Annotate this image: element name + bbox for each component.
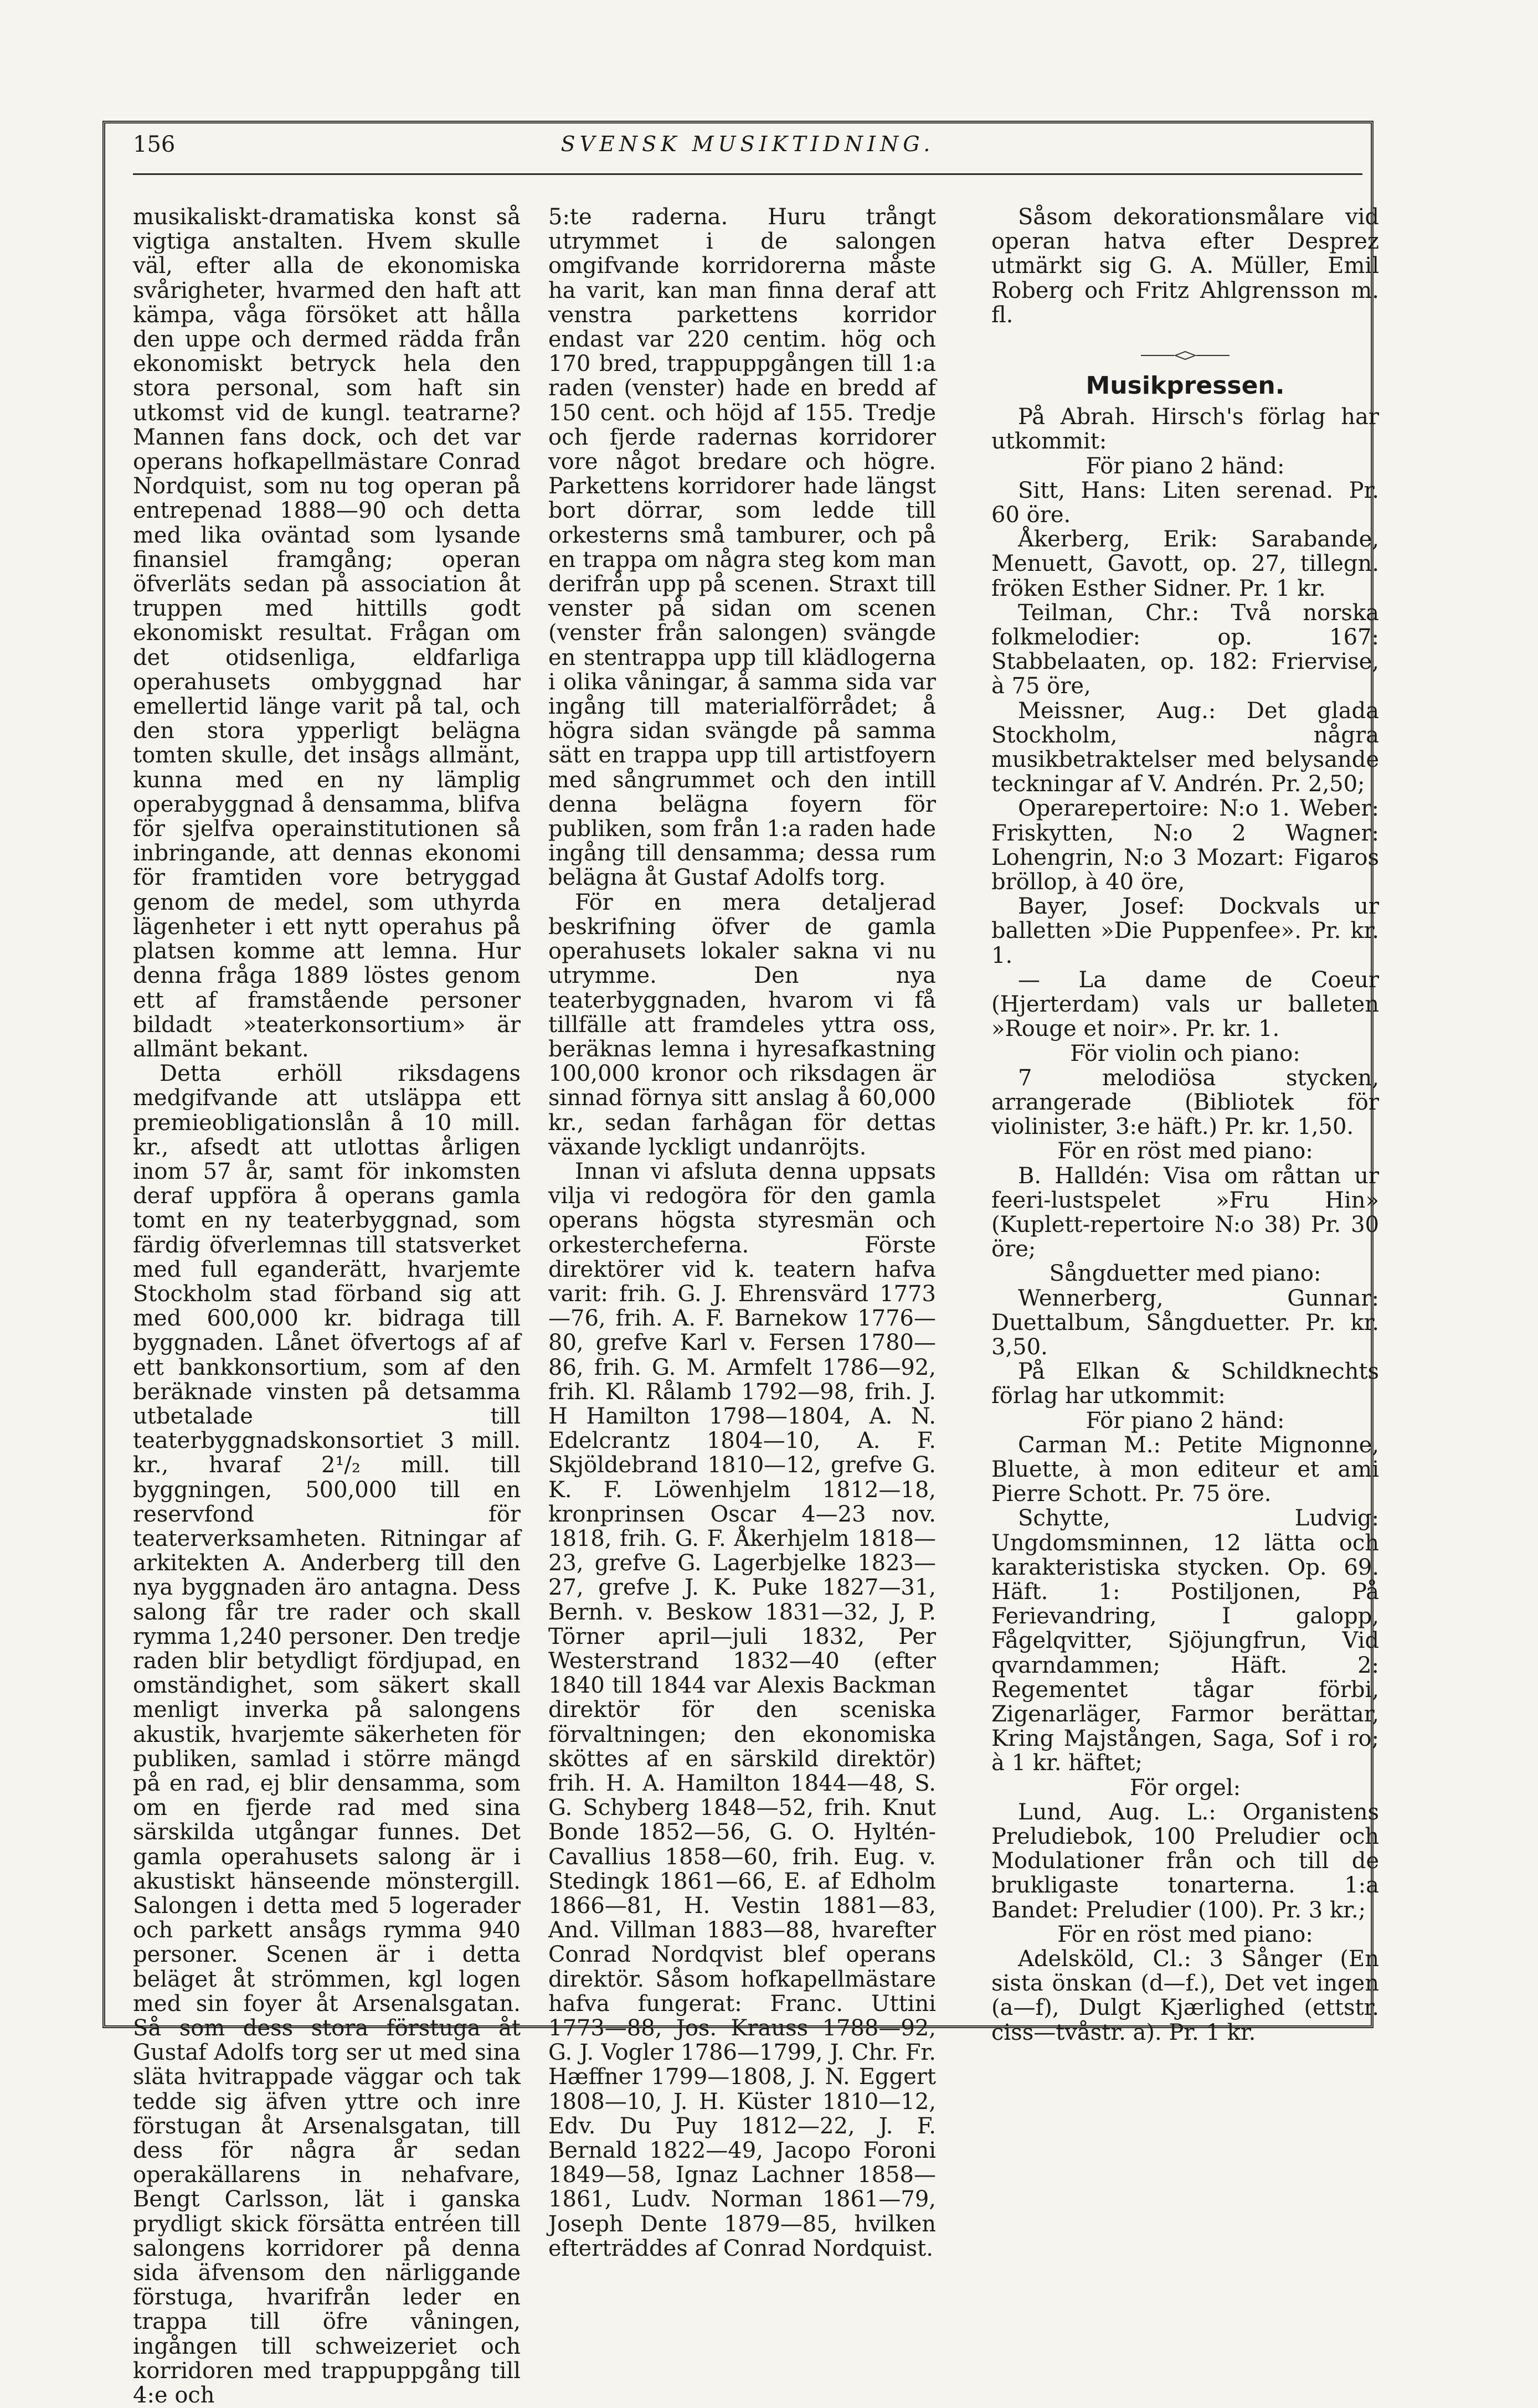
paragraph: För en mera detaljerad beskrifning öfver de gamla operahusets lokaler sakna vi nu utrymme. Den nya teaterbyggnaden, hvarom vi få tillfälle att framdeles yttra oss, beräknas lemna i hyresafkastning 100,000 kronor och riksdagen är sinnad förnya sitt anslag å 60,000 kr., sedan farhågan för dettas växande lyckligt undanröjts. (548, 889, 936, 1160)
page-header (133, 132, 1362, 171)
ornament-icon (1141, 350, 1230, 361)
section-title: Musikpressen. (1086, 372, 1285, 400)
ornament-divider (991, 342, 1379, 353)
listing-item: Carman M.: Petite Mignonne, Bluette, à mon editeur et ami Pierre Schott. Pr. 75 öre. (991, 1432, 1379, 1507)
listing-heading: För violin och piano: (1070, 1040, 1300, 1066)
paragraph: Detta erhöll riksdagens medgifvande att utsläppa ett premieobligationslån å 10 mill. kr., afsedt att utlottas årligen inom 57 år, samt för inkomsten deraf uppföra å operans gamla tomt en ny teaterbyggnad, som färdig öfverlemnas till statsverket med full eganderätt, hvarjemte Stockholm stad förband sig att med 600,000 kr. bidraga till byggnaden. Lånet öfvertogs af af ett bankkonsortium, som af den beräknade vinsten på detsamma utbetalade till teaterbyggnadskonsortiet 3 mill. kr., hvaraf 2¹/₂ mill. till byggningen, 500,000 till en reservfond för teaterverksamheten. Ritningar af arkitekten A. Anderberg till den nya byggnaden äro antagna. Dess salong får tre rader och skall rymma 1,240 personer. Den tredje raden blir betydligt fördjupad, en omständighet, som säkert skall menligt inverka på salongens akustik, hvarjemte säkerheten för publiken, samlad i större mängd på en rad, ej blir densamma, som om en fjerde rad med sina särskilda utgångar funnes. Det gamla operahusets salong är i akustiskt hänseende mönstergill. Salongen i detta med 5 logerader och parkett ansågs rymma 940 personer. Scenen är i detta beläget åt strömmen, kgl logen med sin foyer åt Arsenalsgatan. Så som dess stora förstuga åt Gustaf Adolfs torg ser ut med sina släta hvitrappade väggar och tak tedde sig äfven yttre och inre förstugan åt Arsenalsgatan, till dess för några år sedan operakällarens in nehafvare, Bengt Carlsson, lät i ganska prydligt skick försätta entréen till salongens korridorer på denna sida äfvensom den närliggande förstuga, hvarifrån leder en trappa till öfre våningen, ingången till schweizeriet och korridoren med trappuppgång till 4:e och (133, 1061, 521, 2408)
listing-heading: Sångduetter med piano: (1049, 1261, 1321, 1287)
paragraph: musikaliskt-dramatiska konst så vigtiga anstalten. Hvem skulle väl, efter alla de ekonomiska svårigheter, hvarmed den haft att kämpa, våga försöket att hålla den uppe och dermed rädda från ekonomiskt betryck hela den stora personal, som haft sin utkomst vid de kungl. teatrarne? Mannen fans dock, och det var operans hofkapellmästare Conrad Nordquist, som nu tog operan på entrepenad 1888—90 och detta med lika oväntad som lysande finansiel framgång; operan öfverläts sedan på association åt truppen med hittills godt ekonomiskt resultat. Frågan om det otidsenliga, eldfarliga operahusets ombyggnad har emellertid länge varit på tal, och den stora ypperligt belägna tomten skulle, det insågs allmänt, kunna med en ny lämplig operabyggnad å densamma, blifva för sjelfva operainstitutionen så inbringande, att dennas ekonomi för framtiden vore betryggad genom de medel, som uthyrda lägenheter i ett nytt operahus på platsen komme att lemna. Hur denna fråga 1889 löstes genom ett af framstående personer bildadt »teaterkonsortium» är allmänt bekant. (133, 204, 521, 1062)
listing-item: Lund, Aug. L.: Organistens Preludiebok, 100 Preludier och Modulationer från och till de brukligaste tonarterna. 1:a Bandet: Preludier (100). Pr. 3 kr.; (991, 1799, 1379, 1923)
running-title: SVENSK MUSIKTIDNING. (560, 132, 935, 156)
listing-item: — La dame de Coeur (Hjerterdam) vals ur balleten »Rouge et noir». Pr. kr. 1. (991, 967, 1379, 1042)
listing-item: Sitt, Hans: Liten serenad. Pr. 60 öre. (991, 477, 1379, 528)
paragraph: 5:te raderna. Huru trångt utrymmet i de salongen omgifvande korridorerna måste ha varit, kan man finna deraf att venstra parkettens korridor endast var 220 centim. hög och 170 bred, trappuppgången till 1:a raden (venster) hade en bredd af 150 cent. och höjd af 155. Tredje och fjerde radernas korridorer vore något bredare och högre. Parkettens korridorer hade längst bort dörrar, som ledde till orkesterns små tamburer, och på en trappa om några steg kom man derifrån upp på scenen. Straxt till venster på sidan om scenen (venster från salongen) svängde en stentrappa upp till klädlogerna i olika våningar, å samma sida var ingång till materialförrådet; å högra sidan svängde på samma sätt en trappa upp till artistfoyern med sångrummet och den intill denna belägna foyern för publiken, som från 1:a raden hade ingång till densamma; dessa rum belägna åt Gustaf Adolfs torg. (548, 204, 936, 891)
listing-item: Schytte, Ludvig: Ungdomsminnen, 12 lätta och karakteristiska stycken. Op. 69. Häft. 1: Postiljonen, På Ferievandring, I galopp, Fågelqvitter, Sjöjungfrun, Vid qvarndammen; Häft. 2: Regementet tågar förbi, Zigenarläger, Farmor berättar, Kring Majstången, Saga, Sof i ro; à 1 kr. häftet; (991, 1505, 1379, 1776)
listing-item: Operarepertoire: N:o 1. Weber: Friskytten, N:o 2 Wagner: Lohengrin, N:o 3 Mozart: Figaros bröllop, à 40 öre, (991, 796, 1379, 895)
listing-heading: För orgel: (1129, 1775, 1241, 1801)
listing-item: Bayer, Josef: Dockvals ur balletten »Die Puppenfee». Pr. kr. 1. (991, 894, 1379, 968)
listing-item: Meissner, Aug.: Det glada Stockholm, några musikbetraktelser med belysande teckningar af V. Andrén. Pr. 2,50; (991, 698, 1379, 797)
listing-item: Teilman, Chr.: Två norska folkmelodier: op. 167: Stabbelaaten, op. 182: Friervise, à 75 öre, (991, 600, 1379, 699)
paragraph: Såsom dekorationsmålare vid operan hatva efter Desprez utmärkt sig G. A. Müller, Emil Roberg och Fritz Ahlgrensson m. fl. (991, 204, 1379, 328)
column-2 (548, 205, 936, 2261)
listing-heading: För piano 2 händ: (1086, 453, 1285, 479)
listing-item: B. Halldén: Visa om råttan ur feeri-lustspelet »Fru Hin» (Kuplett-repertoire N:o 38) Pr. 30 öre; (991, 1163, 1379, 1262)
paragraph: På Abrah. Hirsch's förlag har utkommit: (991, 404, 1379, 455)
listing-heading: För piano 2 händ: (1086, 1407, 1285, 1434)
header-rule (133, 173, 1362, 175)
paragraph: På Elkan & Schildknechts förlag har utkommit: (991, 1359, 1379, 1409)
column-3 (991, 205, 1379, 2045)
column-1 (133, 205, 521, 2407)
listing-item: Åkerberg, Erik: Sarabande, Menuett, Gavott, op. 27, tillegn. fröken Esther Sidner. Pr. 1 kr. (991, 527, 1379, 601)
press-listings (991, 405, 1379, 2045)
listing-item: Wennerberg, Gunnar: Duettalbum, Sångduetter. Pr. kr. 3,50. (991, 1285, 1379, 1360)
paragraph: Innan vi afsluta denna uppsats vilja vi redogöra för den gamla operans högsta styresmän och orkestercheferna. Förste direktörer vid k. teatern hafva varit: frih. G. J. Ehrensvärd 1773—76, frih. A. F. Barnekow 1776—80, grefve Karl v. Fersen 1780—86, frih. G. M. Armfelt 1786—92, frih. Kl. Rålamb 1792—98, frih. J. H Hamilton 1798—1804, A. N. Edelcrantz 1804—10, A. F. Skjöldebrand 1810—12, grefve G. K. F. Löwenhjelm 1812—18, kronprinsen Oscar 4—23 nov. 1818, frih. G. F. Åkerhjelm 1818—23, grefve G. Lagerbjelke 1823—27, grefve J. K. Puke 1827—31, Bernh. v. Beskow 1831—32, J, P. Törner april—juli 1832, Per Westerstrand 1832—40 (efter 1840 till 1844 var Alexis Backman direktör för den sceniska förvaltningen; den ekonomiska sköttes af en särskild direktör) frih. H. A. Hamilton 1844—48, S. G. Schyberg 1848—52, frih. Knut Bonde 1852—56, G. O. Hyltén-Cavallius 1858—60, frih. Eug. v. Stedingk 1861—66, E. af Edholm 1866—81, H. Vestin 1881—83, And. Villman 1883—88, hvarefter Conrad Nordqvist blef operans direktör. Såsom hofkapellmästare hafva fungerat: Franc. Uttini 1773—88, Jos. Krauss 1788—92, G. J. Vogler 1786—1799, J. Chr. Fr. Hæffner 1799—1808, J. N. Eggert 1808—10, J. H. Küster 1810—12, Edv. Du Puy 1812—22, J. F. Bernald 1822—49, Jacopo Foroni 1849—58, Ignaz Lachner 1858—1861, Ludv. Norman 1861—79, Joseph Dente 1879—85, hvilken efterträddes af Conrad Nordquist. (548, 1158, 936, 2261)
listing-heading: För en röst med piano: (1057, 1921, 1313, 1947)
listing-item: Adelsköld, Cl.: 3 Sånger (En sista önskan (d—f.), Det vet ingen (a—f), Dulgt Kjærlighed (ettstr. ciss—tvåstr. a). Pr. 1 kr. (991, 1946, 1379, 2045)
page-number: 156 (133, 132, 176, 157)
listing-heading: För en röst med piano: (1057, 1138, 1313, 1164)
listing-item: 7 melodiösa stycken, arrangerade (Bibliotek för violinister, 3:e häft.) Pr. kr. 1,50. (991, 1065, 1379, 1140)
